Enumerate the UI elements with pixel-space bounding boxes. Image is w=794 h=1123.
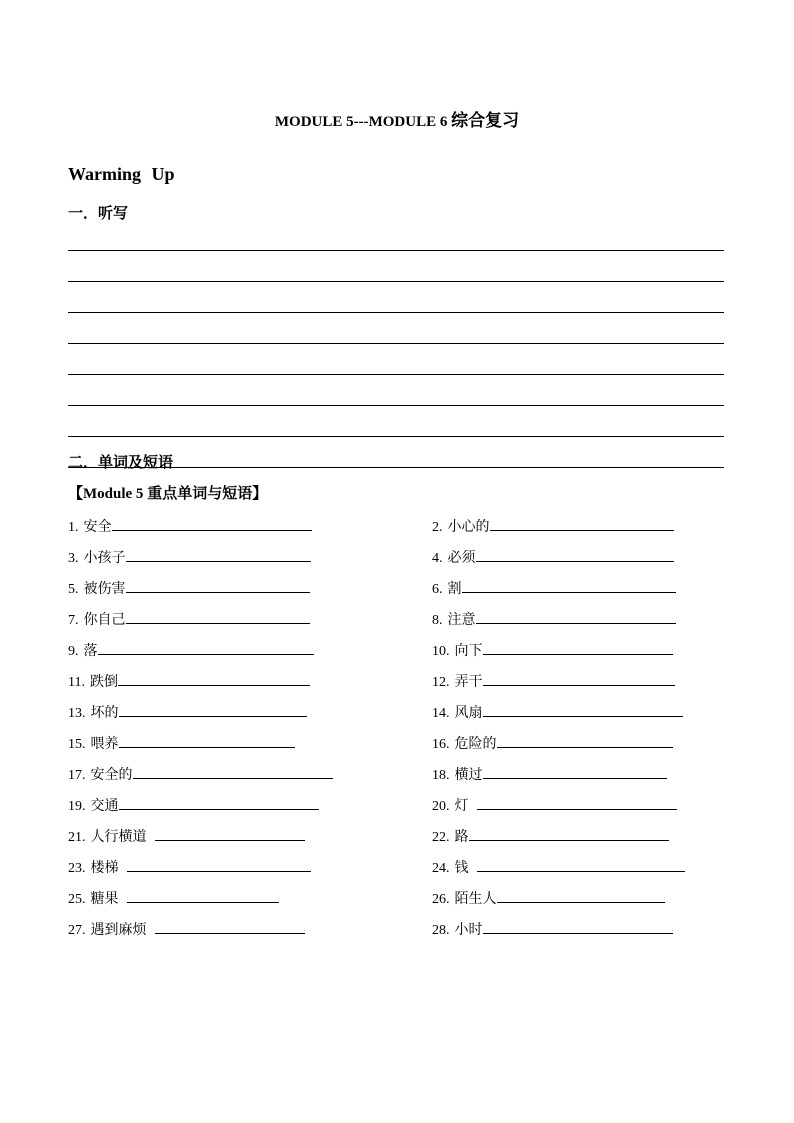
answer-blank[interactable] bbox=[483, 636, 673, 655]
vocab-item bbox=[68, 636, 432, 658]
dictation-line[interactable] bbox=[68, 405, 724, 436]
vocab-word: 割 bbox=[447, 581, 462, 597]
vocab-number: 13. bbox=[68, 706, 86, 721]
vocab-item bbox=[68, 760, 432, 782]
vocab-word: 交通 bbox=[90, 798, 119, 814]
answer-blank[interactable] bbox=[476, 605, 676, 624]
answer-blank[interactable] bbox=[477, 853, 685, 872]
vocab-word: 楼梯 bbox=[90, 860, 119, 876]
vocab-number: 7. bbox=[68, 613, 79, 628]
answer-blank[interactable] bbox=[112, 512, 312, 531]
vocab-row bbox=[68, 636, 688, 667]
vocab-item bbox=[68, 729, 432, 751]
vocab-word: 必须 bbox=[447, 550, 476, 566]
vocab-word: 被伤害 bbox=[83, 581, 126, 597]
module5-subheading bbox=[68, 482, 267, 503]
vocab-row bbox=[68, 667, 688, 698]
vocab-item bbox=[432, 543, 688, 565]
vocab-number: 25. bbox=[68, 892, 86, 907]
vocab-item bbox=[68, 574, 432, 596]
vocab-number: 20. bbox=[432, 799, 450, 814]
section-dictation-heading: 一．听写 bbox=[68, 204, 129, 222]
subheading-open-bracket: 【 bbox=[68, 484, 84, 502]
vocab-word: 注意 bbox=[447, 612, 476, 628]
answer-blank[interactable] bbox=[483, 698, 683, 717]
vocab-item bbox=[432, 636, 688, 658]
vocab-row bbox=[68, 729, 688, 760]
vocab-row bbox=[68, 512, 688, 543]
vocab-item bbox=[432, 760, 688, 782]
vocab-word: 灯 bbox=[454, 798, 469, 814]
vocab-word: 安全的 bbox=[90, 767, 133, 783]
answer-blank[interactable] bbox=[126, 605, 310, 624]
answer-blank[interactable] bbox=[127, 853, 311, 872]
vocab-item bbox=[68, 791, 432, 813]
vocab-word: 小心的 bbox=[447, 519, 490, 535]
vocab-item bbox=[432, 853, 688, 875]
answer-blank[interactable] bbox=[476, 543, 674, 562]
vocab-number: 15. bbox=[68, 737, 86, 752]
answer-blank[interactable] bbox=[98, 636, 314, 655]
dictation-line[interactable] bbox=[68, 374, 724, 405]
vocab-number: 14. bbox=[432, 706, 450, 721]
vocab-word: 弄干 bbox=[454, 674, 483, 690]
vocab-number: 27. bbox=[68, 923, 86, 938]
vocab-item bbox=[432, 791, 688, 813]
vocab-word: 横过 bbox=[454, 767, 483, 783]
answer-blank[interactable] bbox=[127, 884, 279, 903]
vocab-row bbox=[68, 822, 688, 853]
vocab-number: 11. bbox=[68, 675, 85, 690]
vocab-item bbox=[432, 574, 688, 596]
vocab-word: 你自己 bbox=[83, 612, 126, 628]
vocab-item bbox=[68, 698, 432, 720]
section-vocab-heading: 二．单词及短语 bbox=[68, 453, 174, 471]
warming-up-heading: Warming Up bbox=[68, 164, 175, 184]
vocab-item bbox=[432, 605, 688, 627]
vocab-word: 路 bbox=[454, 829, 469, 845]
vocab-row bbox=[68, 853, 688, 884]
vocab-row bbox=[68, 884, 688, 915]
vocab-item bbox=[432, 729, 688, 751]
vocab-number: 16. bbox=[432, 737, 450, 752]
vocab-row bbox=[68, 543, 688, 574]
answer-blank[interactable] bbox=[119, 729, 295, 748]
vocab-number: 6. bbox=[432, 582, 443, 597]
dictation-line[interactable] bbox=[68, 250, 724, 281]
vocab-number: 1. bbox=[68, 520, 79, 535]
vocab-word: 小时 bbox=[454, 922, 483, 938]
subheading-close-bracket: 】 bbox=[252, 484, 268, 502]
vocab-word: 风扇 bbox=[454, 705, 483, 721]
answer-blank[interactable] bbox=[155, 822, 305, 841]
answer-blank[interactable] bbox=[126, 543, 311, 562]
answer-blank[interactable] bbox=[119, 791, 319, 810]
vocab-number: 9. bbox=[68, 644, 79, 659]
answer-blank[interactable] bbox=[483, 760, 667, 779]
vocab-list bbox=[68, 512, 688, 946]
vocab-word: 人行横道 bbox=[90, 829, 147, 845]
vocab-item bbox=[68, 605, 432, 627]
vocab-number: 26. bbox=[432, 892, 450, 907]
vocab-word: 跌倒 bbox=[89, 674, 118, 690]
dictation-lines bbox=[68, 250, 724, 468]
vocab-number: 22. bbox=[432, 830, 450, 845]
vocab-row bbox=[68, 698, 688, 729]
subheading-en: Module 5 bbox=[83, 486, 148, 502]
vocab-item bbox=[68, 543, 432, 565]
answer-blank[interactable] bbox=[155, 915, 305, 934]
answer-blank[interactable] bbox=[490, 512, 674, 531]
answer-blank[interactable] bbox=[119, 698, 307, 717]
answer-blank[interactable] bbox=[118, 667, 310, 686]
answer-blank[interactable] bbox=[483, 915, 673, 934]
answer-blank[interactable] bbox=[483, 667, 675, 686]
vocab-word: 喂养 bbox=[90, 736, 119, 752]
vocab-item bbox=[432, 698, 688, 720]
vocab-number: 10. bbox=[432, 644, 450, 659]
vocab-row bbox=[68, 915, 688, 946]
vocab-item bbox=[68, 915, 432, 937]
vocab-number: 4. bbox=[432, 551, 443, 566]
dictation-line[interactable] bbox=[68, 281, 724, 312]
dictation-line[interactable] bbox=[68, 343, 724, 374]
vocab-item bbox=[432, 512, 688, 534]
vocab-item bbox=[432, 822, 688, 844]
page-title bbox=[0, 106, 794, 131]
answer-blank[interactable] bbox=[477, 791, 677, 810]
vocab-number: 3. bbox=[68, 551, 79, 566]
vocab-number: 24. bbox=[432, 861, 450, 876]
vocab-number: 21. bbox=[68, 830, 86, 845]
vocab-word: 小孩子 bbox=[83, 550, 126, 566]
page-title-cn: 综合复习 bbox=[451, 111, 520, 131]
vocab-row bbox=[68, 760, 688, 791]
vocab-word: 向下 bbox=[454, 643, 483, 659]
vocab-word: 危险的 bbox=[454, 736, 497, 752]
answer-blank[interactable] bbox=[133, 760, 333, 779]
vocab-number: 2. bbox=[432, 520, 443, 535]
vocab-number: 17. bbox=[68, 768, 86, 783]
answer-blank[interactable] bbox=[497, 729, 673, 748]
vocab-number: 19. bbox=[68, 799, 86, 814]
vocab-number: 12. bbox=[432, 675, 450, 690]
vocab-item bbox=[68, 512, 432, 534]
vocab-item bbox=[432, 884, 688, 906]
vocab-item bbox=[68, 853, 432, 875]
vocab-item bbox=[68, 822, 432, 844]
vocab-word: 落 bbox=[83, 643, 98, 659]
vocab-number: 28. bbox=[432, 923, 450, 938]
vocab-row bbox=[68, 791, 688, 822]
vocab-item bbox=[432, 667, 688, 689]
vocab-number: 5. bbox=[68, 582, 79, 597]
answer-blank[interactable] bbox=[462, 574, 676, 593]
vocab-item bbox=[68, 667, 432, 689]
vocab-row bbox=[68, 605, 688, 636]
vocab-item bbox=[68, 884, 432, 906]
vocab-word: 安全 bbox=[83, 519, 112, 535]
vocab-word: 糖果 bbox=[90, 891, 119, 907]
vocab-number: 18. bbox=[432, 768, 450, 783]
dictation-line[interactable] bbox=[68, 312, 724, 343]
vocab-item bbox=[432, 915, 688, 937]
vocab-word: 遇到麻烦 bbox=[90, 922, 147, 938]
vocab-number: 23. bbox=[68, 861, 86, 876]
answer-blank[interactable] bbox=[469, 822, 669, 841]
subheading-cn: 重点单词与短语 bbox=[147, 484, 253, 502]
answer-blank[interactable] bbox=[497, 884, 665, 903]
vocab-number: 8. bbox=[432, 613, 443, 628]
vocab-word: 钱 bbox=[454, 860, 469, 876]
answer-blank[interactable] bbox=[126, 574, 310, 593]
vocab-row bbox=[68, 574, 688, 605]
page-title-en: MODULE 5---MODULE 6 bbox=[274, 114, 452, 130]
vocab-word: 陌生人 bbox=[454, 891, 497, 907]
vocab-word: 坏的 bbox=[90, 705, 119, 721]
